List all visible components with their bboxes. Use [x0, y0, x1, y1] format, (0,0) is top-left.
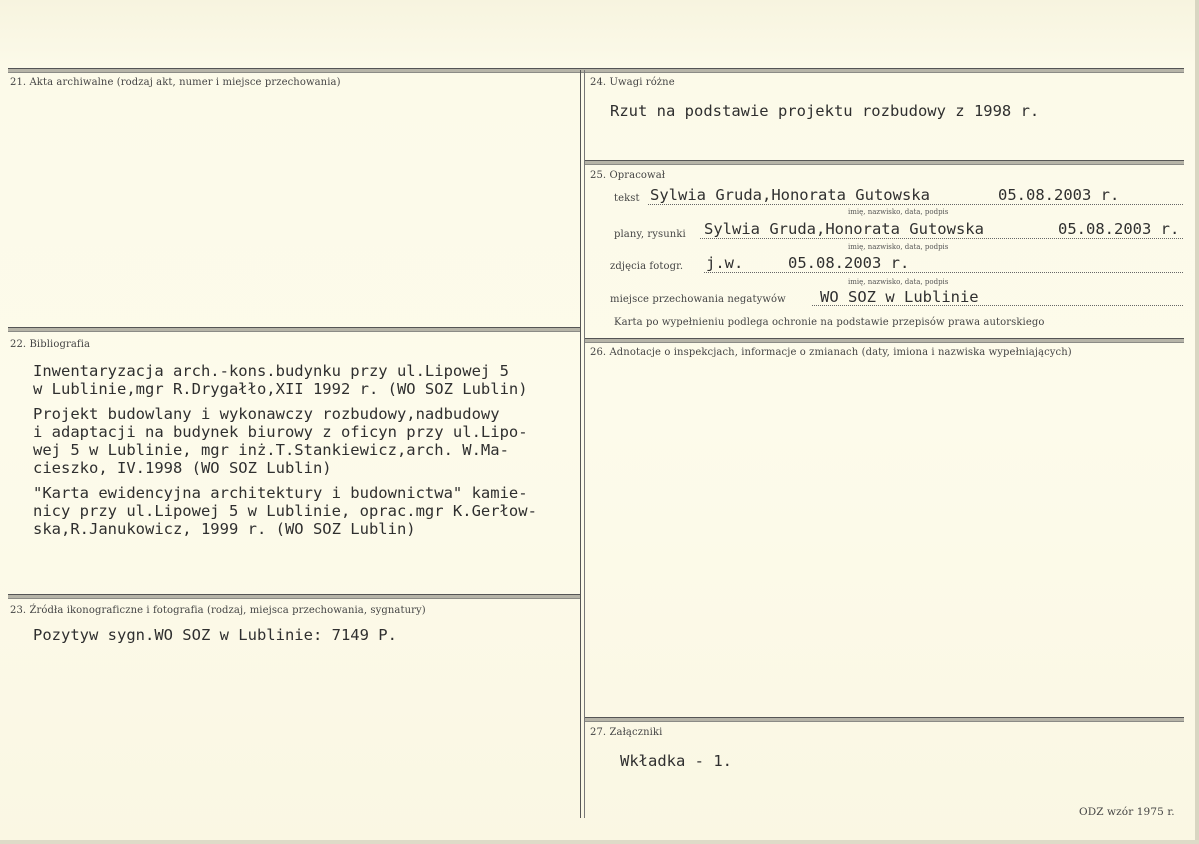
bibliography-line: Inwentaryzacja arch.-kons.budynku przy ul.Lipowej 5 [33, 362, 509, 380]
zdjecia-label: zdjęcia fotogr. [610, 261, 684, 272]
tekst-label: tekst [614, 193, 640, 204]
copyright-note: Karta po wypełnieniu podlega ochronie na podstawie przepisów prawa autorskiego [614, 317, 1045, 328]
section-rule [8, 594, 580, 599]
tekst-date: 05.08.2003 r. [998, 186, 1120, 204]
section-23-label: 23. Źródła ikonograficzne i fotografia (rodzaj, miejsca przechowania, sygnatury) [10, 605, 426, 616]
section-21-label: 21. Akta archiwalne (rodzaj akt, numer i miejsce przechowania) [10, 77, 341, 88]
bibliography-line: ska,R.Janukowicz, 1999 r. (WO SOZ Lublin) [33, 520, 416, 538]
remarks-text: Rzut na podstawie projektu rozbudowy z 1998 r. [610, 102, 1040, 120]
fill-line [648, 204, 1183, 205]
section-rule [585, 717, 1184, 722]
plany-label: plany, rysunki [614, 229, 686, 240]
section-27-label: 27. Załączniki [590, 727, 663, 738]
bibliography-line: i adaptacji na budynek biurowy z oficyn przy ul.Lipo- [33, 423, 528, 441]
section-24-label: 24. Uwagi różne [590, 77, 675, 88]
bibliography-entry [33, 362, 528, 398]
zdjecia-author: j.w. [706, 254, 744, 272]
section-rule [585, 160, 1184, 165]
plany-author: Sylwia Gruda,Honorata Gutowska [704, 220, 984, 238]
column-divider [580, 70, 581, 818]
section-rule [8, 327, 580, 332]
tekst-author: Sylwia Gruda,Honorata Gutowska [650, 186, 930, 204]
bibliography-line: w Lublinie,mgr R.Drygałło,XII 1992 r. (WO SOZ Lublin) [33, 380, 528, 398]
bibliography-line: nicy przy ul.Lipowej 5 w Lublinie, oprac.mgr K.Gerłow- [33, 502, 537, 520]
top-rule [8, 68, 1184, 73]
plany-date: 05.08.2003 r. [1058, 220, 1180, 238]
column-divider [584, 70, 585, 818]
bibliography-entry [33, 484, 537, 538]
bibliography-line: cieszko, IV.1998 (WO SOZ Lublin) [33, 459, 332, 477]
iconography-text: Pozytyw sygn.WO SOZ w Lublinie: 7149 P. [33, 626, 397, 644]
fill-line [812, 305, 1183, 306]
attachments-text: Wkładka - 1. [620, 752, 732, 770]
zdjecia-date: 05.08.2003 r. [788, 254, 910, 272]
field-caption: imię, nazwisko, data, podpis [848, 243, 949, 251]
bibliography-line: "Karta ewidencyjna architektury i budownictwa" kamie- [33, 484, 528, 502]
negatywy-value: WO SOZ w Lublinie [820, 288, 979, 306]
bibliography-line: wej 5 w Lublinie, mgr inż.T.Stankiewicz,arch. W.Ma- [33, 441, 509, 459]
fill-line [704, 272, 1183, 273]
section-25-label: 25. Opracował [590, 170, 666, 181]
section-22-label: 22. Bibliografia [10, 339, 91, 350]
card-edge [0, 840, 1199, 844]
section-rule [585, 338, 1184, 343]
section-26-label: 26. Adnotacje o inspekcjach, informacje o zmianach (daty, imiona i nazwiska wypełniających) [590, 347, 1072, 358]
bibliography-entry [33, 405, 528, 477]
card-edge [1195, 0, 1199, 844]
negatywy-label: miejsce przechowania negatywów [610, 294, 786, 305]
field-caption: imię, nazwisko, data, podpis [848, 278, 949, 286]
form-id: ODZ wzór 1975 r. [1079, 806, 1175, 818]
bibliography-line: Projekt budowlany i wykonawczy rozbudowy,nadbudowy [33, 405, 500, 423]
field-caption: imię, nazwisko, data, podpis [848, 208, 949, 216]
fill-line [700, 238, 1183, 239]
